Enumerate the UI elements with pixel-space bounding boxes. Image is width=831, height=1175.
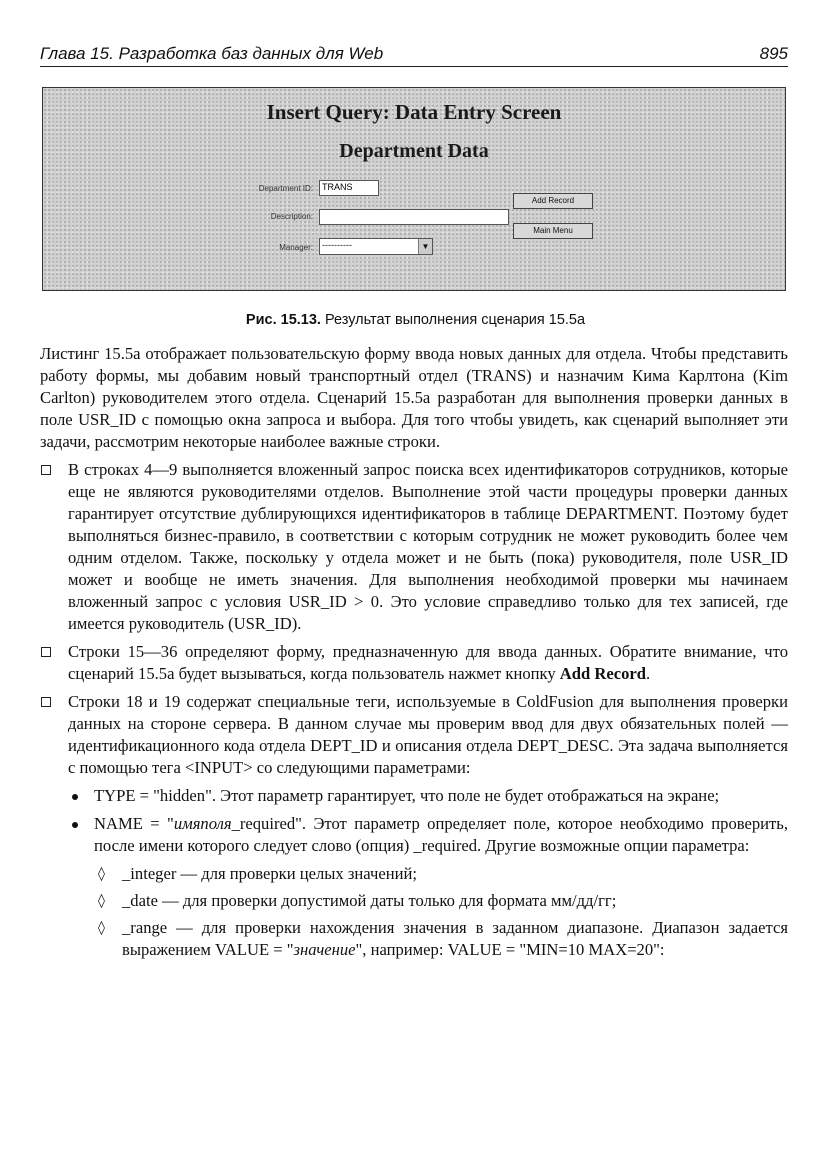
option-item-text: _date — для проверки допустимой даты только для формата мм/дд/гг; (122, 891, 617, 910)
dept-id-label: Department ID: (258, 184, 313, 193)
manager-label: Manager: (279, 243, 313, 252)
field-name-placeholder: имяполя (173, 814, 232, 833)
dept-id-input[interactable]: TRANS (319, 180, 379, 196)
caption-text: Результат выполнения сценария 15.5а (320, 312, 586, 328)
caption-label: Рис. 15.13. (245, 312, 321, 328)
bullet-dot-icon (72, 794, 78, 800)
sub-list-item-text-end: _required". Этот параметр определяет поле, которое необходимо проверить, после имени которого следует слово (опция) _required. Другие возможные опции параметра: (94, 814, 788, 855)
chapter-title: Глава 15. Разработка баз данных для Web (40, 44, 384, 63)
add-record-button[interactable]: Add Record (513, 193, 593, 209)
manager-select[interactable] (319, 238, 433, 255)
page-number: 895 (759, 44, 788, 63)
checkbox-bullet-icon (41, 647, 51, 657)
option-item-text: _range — для проверки нахождения значения в заданном диапазоне. Диапазон задается выражением VALUE = " (122, 918, 788, 959)
option-item-text: _integer — для проверки целых значений; (122, 864, 417, 883)
value-placeholder: значение (293, 940, 356, 959)
figure-subtitle: Department Data (339, 140, 489, 162)
dept-desc-label: Description: (270, 212, 313, 221)
list-item-text: Строки 15—36 определяют форму, предназначенную для ввода данных. Обратите внимание, что сценарий 15.5а будет вызываться, когда пользователь нажмет кнопку (68, 642, 788, 683)
chevron-down-icon: ▼ (418, 239, 432, 254)
bullet-dot-icon (72, 822, 78, 828)
figure-title: Insert Query: Data Entry Screen (266, 100, 562, 124)
page-header (40, 42, 788, 67)
main-menu-button[interactable]: Main Menu (513, 223, 593, 239)
list-item-text: В строках 4—9 выполняется вложенный запрос поиска всех идентификаторов сотрудников, которые еще не являются руководителями отделов. Выполнение этой части процедуры проверки данных гарантирует отсутствие дублирующихся идентификаторов в таблице DEPARTMENT. Поэтому будет выполняться бизнес-правило, в соответствии с которым сотрудник не может руководить более чем одним отделом. Также, поскольку у отдела может и не быть (пока) руководителя, поле USR_ID может и вообще не иметь значения. Для выполнения необходимой проверки мы начинаем вложенный запрос с условия USR_ID > 0. Это условие справедливо только для тех записей, где имеется руководитель (USR_ID). (68, 460, 788, 633)
diamond-bullet-icon: ◊ (98, 866, 105, 882)
option-item-text-end: ", например: VALUE = "MIN=10 MAX=20": (355, 940, 665, 959)
figure-caption (0, 312, 831, 328)
dept-desc-input[interactable] (319, 209, 509, 225)
list-item-text-end: . (646, 664, 651, 683)
sub-list-item-text: NAME = " (94, 814, 174, 833)
checkbox-bullet-icon (41, 697, 51, 707)
sub-list-item-text: TYPE = "hidden". Этот параметр гарантирует, что поле не будет отображаться на экране; (94, 786, 720, 805)
add-record-term: Add Record (559, 664, 646, 683)
diamond-bullet-icon: ◊ (98, 893, 105, 909)
manager-selected-value: ---------- (322, 240, 352, 250)
list-item (40, 641, 788, 685)
list-item-text: Строки 18 и 19 содержат специальные теги, используемые в ColdFusion для выполнения проверки данных на стороне сервера. В данном случае мы проверим ввод для двух обязательных полей — идентификационного кода отдела DEPT_ID и описания отдела DEPT_DESC. Эта задача выполняется с помощью тега <INPUT> со следующими параметрами: (68, 692, 788, 777)
option-item (40, 863, 788, 885)
sub-list-item (40, 785, 788, 807)
option-item (40, 917, 788, 961)
checkbox-bullet-icon (41, 465, 51, 475)
diamond-bullet-icon: ◊ (98, 920, 105, 936)
list-item (40, 459, 788, 635)
figure-screenshot (42, 87, 786, 291)
option-item (40, 890, 788, 912)
intro-paragraph: Листинг 15.5а отображает пользовательскую форму ввода новых данных для отдела. Чтобы представить работу формы, мы добавим новый транспортный отдел (TRANS) и назначим Кима Карлтона (Kim Carlton) руководителем этого отдела. Сценарий 15.5а разработан для выполнения проверки данных в поле USR_ID с помощью окна запроса и выбора. Для того чтобы увидеть, как сценарий выполняет эти задачи, рассмотрим некоторые наиболее важные строки. (40, 344, 788, 451)
body-text (40, 343, 788, 966)
list-item (40, 691, 788, 779)
sub-list-item (40, 813, 788, 857)
